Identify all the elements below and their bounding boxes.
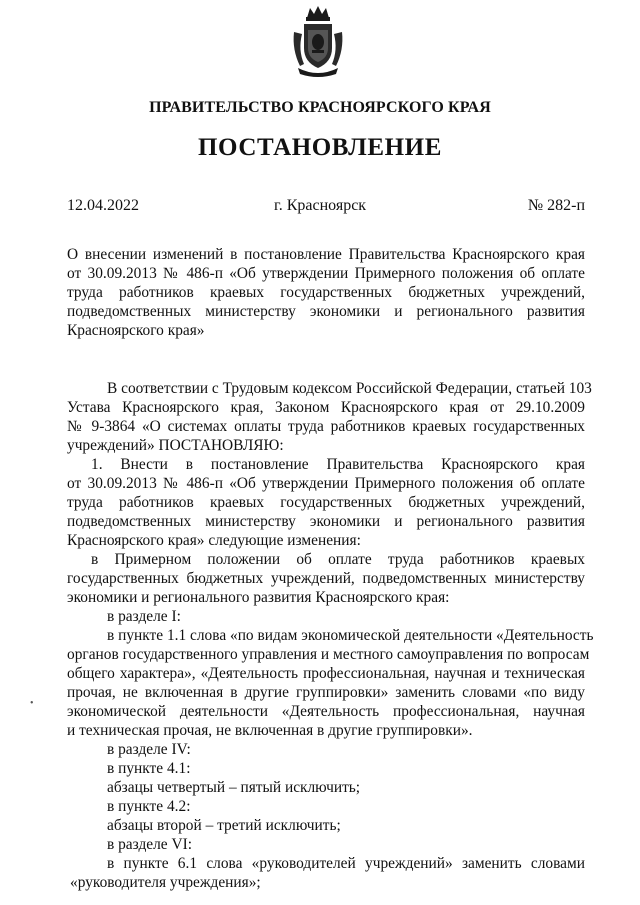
- body-line: Устава Красноярского края, Законом Красноярского края от 29.10.2009: [67, 399, 585, 416]
- body-line: труда работников краевых государственных бюджетных учреждений,: [67, 494, 585, 511]
- body-line: в разделе I:: [107, 608, 181, 625]
- body-line: абзацы четвертый – пятый исключить;: [107, 779, 361, 796]
- organization-name: ПРАВИТЕЛЬСТВО КРАСНОЯРСКОГО КРАЯ: [149, 99, 491, 116]
- body-line: подведомственных министерству экономики и регионального развития: [67, 513, 585, 530]
- body-line: прочая, не включенная в другие группировки» заменить словами «по виду: [67, 684, 585, 701]
- document-city: г. Красноярск: [273, 197, 367, 214]
- subject-line: труда работников краевых государственных бюджетных учреждений,: [67, 284, 585, 301]
- body-line: общего характера», «Деятельность профессиональная, научная и техническая: [67, 665, 585, 682]
- body-line: № 9-3864 «О системах оплаты труда работников краевых государственных: [67, 418, 585, 435]
- margin-mark: •: [30, 698, 34, 709]
- body-line: государственных бюджетных учреждений, подведомственных министерству: [67, 570, 585, 587]
- body-line: в пункте 4.1:: [107, 760, 191, 777]
- document-date: 12.04.2022: [67, 197, 139, 214]
- body-line: в пункте 1.1 слова «по видам экономической деятельности «Деятельность: [107, 627, 594, 644]
- body-line: органов государственного управления и местного самоуправления по вопросам: [67, 646, 590, 663]
- body-line: В соответствии с Трудовым кодексом Российской Федерации, статьей 103: [107, 380, 592, 397]
- document-type-title: ПОСТАНОВЛЕНИЕ: [197, 134, 443, 161]
- body-line: в Примерном положении об оплате труда работников краевых: [91, 551, 585, 568]
- subject-line: Красноярского края»: [67, 322, 205, 339]
- body-line: и техническая прочая, не включенная в другие группировки».: [67, 722, 473, 739]
- body-line: экономики и регионального развития Красноярского края:: [67, 589, 450, 606]
- body-line: в пункте 4.2:: [107, 798, 191, 815]
- body-line: учреждений» ПОСТАНОВЛЯЮ:: [67, 437, 284, 454]
- subject-line: О внесении изменений в постановление Правительства Красноярского края: [67, 246, 585, 263]
- body-line: в разделе IV:: [107, 741, 191, 758]
- body-line: в разделе VI:: [107, 836, 192, 853]
- body-line: от 30.09.2013 № 486-п «Об утверждении Примерного положения об оплате: [67, 475, 585, 492]
- document-body: [67, 379, 594, 892]
- body-line: в пункте 6.1 слова «руководителей учреждений» заменить словами: [107, 855, 585, 872]
- body-line: абзацы второй – третий исключить;: [107, 817, 341, 834]
- subject-line: подведомственных министерству экономики и регионального развития: [67, 303, 585, 320]
- subject-line: от 30.09.2013 № 486-п «Об утверждении Примерного положения об оплате: [67, 265, 585, 282]
- document-subject: [67, 245, 585, 340]
- body-line: Красноярского края» следующие изменения:: [67, 532, 361, 549]
- document-number: № 282-п: [527, 197, 585, 214]
- coat-of-arms-emblem: [290, 4, 346, 78]
- body-line: «руководителя учреждения»;: [70, 874, 261, 891]
- body-line: 1. Внести в постановление Правительства Красноярского края: [91, 456, 585, 473]
- body-line: экономической деятельности «Деятельность профессиональная, научная: [67, 703, 585, 720]
